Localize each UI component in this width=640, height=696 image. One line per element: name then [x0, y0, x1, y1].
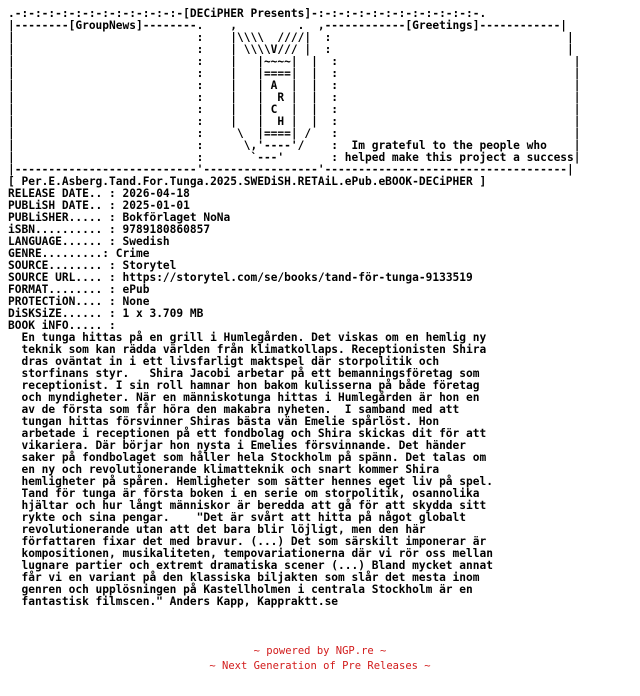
book-info-text: En tunga hittas på en grill i Humlegården. Det viskas om en hemlig ny teknik som kan rädda världen från klimatkollaps. Receptionisten Shira dras oväntat in i ett livsfarligt maktspel där storpolitik och storfinans styr. Shira Jacobi arbetar på ett bemanningsföretag som receptionist. I sin roll hamnar hon bakom kulisserna på både företag och myndigheter. När en människotunga hittas i Humlegården är hon en av de första som får höra den makabra nyheten. I samband med att tungan hittas försvinner Shiras bästa vän Emelie spårlöst. Hon arbetade i receptionen på ett fondbolag och Shira skickas dit för att vikariera. Där börjar hon nysta i Emelies försvinnande. Det händer saker på fondbolaget som håller hela Stockholm på spänn. Det talas om en ny och revolutionerande klimatteknik och snart kommer Shira hemligheter på spåren. Hemligheter som sätter hennes eget liv på spel. Tand för tunga är första boken i en serie om storpolitik, osannolika hjältar och hur långt människor är beredda att gå för att skydda sitt rykte och sina pengar. "Det är svårt att hitta på något globalt revolutionerande utan att det bara blir löjligt, men den här författaren fixar det med bravur. (...) Det som särskilt imponerar är kompositionen, musikaliteten, tempovariationerna där vi rör oss mellan lugnare partier och extremt dramatiska scener (...) Bland mycket annat får vi en variant på den klassiska biljakten som slår det mesta inom genren och upplösningen på Kastellholmen i centrala Stockholm är en fantastisk filmscen." Anders Kapp, Kappraktt.se — [21, 331, 493, 608]
meta-value: Bokförlaget NoNa — [122, 211, 231, 224]
meta-label: FORMAT........ : — [8, 283, 123, 296]
meta-value: Swedish — [122, 235, 170, 248]
meta-label: PROTECTiON.... : — [8, 295, 123, 308]
release-name: [ Per.E.Asberg.Tand.For.Tunga.2025.SWEDiSH.RETAiL.ePub.eBOOK-DECiPHER ] — [8, 175, 487, 188]
meta-label: GENRE.........: — [8, 247, 116, 260]
meta-label: iSBN.......... : — [8, 223, 123, 236]
meta-value: 2025-01-01 — [122, 199, 190, 212]
meta-value: Storytel — [122, 259, 177, 272]
meta-label: SOURCE........ : — [8, 259, 123, 272]
meta-value: 1 x 3.709 MB — [122, 307, 204, 320]
header-ascii-art: .-:-:-:-:-:-:-:-:-:-:-:-:-[DECiPHER Presents]-:-:-:-:-:-:-:-:-:-:-:-:-. |--------[GroupNews]--------. , . ,------------[Greetings]------------| | : |\\\\ ////| : | | : | \\\\V/// | : | | : | |~~~~| | : | | : | |====| | : | | : | | A | | : | | : | | R | | : | | : | | C | | : | | : | | H | | : | | : \ |====| / : | | : \,'----'/ : Im grateful to the people who | | : `---' : helped make this project a success| |---------------------------'-----------------'------------------------------------| — [8, 7, 581, 176]
meta-value: Crime — [115, 247, 150, 260]
meta-label: LANGUAGE...... : — [8, 235, 123, 248]
meta-label: PUBLiSHER..... : — [8, 211, 123, 224]
meta-value: 9789180860857 — [122, 223, 211, 236]
footer-powered-by: ~ powered by NGP.re ~ — [253, 645, 387, 657]
meta-label: DiSKSiZE...... : — [8, 307, 123, 320]
footer — [0, 644, 640, 674]
nfo-document — [8, 8, 581, 608]
meta-value: https://storytel.com/se/books/tand-för-tunga-9133519 — [122, 271, 473, 284]
meta-value: None — [122, 295, 150, 308]
meta-label: SOURCE URL.... : — [8, 271, 123, 284]
meta-label: RELEASE DATE.. : — [8, 187, 123, 200]
meta-value: ePub — [122, 283, 150, 296]
meta-value: 2026-04-18 — [122, 187, 190, 200]
meta-label: PUBLiSH DATE.. : — [8, 199, 123, 212]
footer-tagline: ~ Next Generation of Pre Releases ~ — [209, 660, 431, 672]
meta-label: BOOK iNFO..... : — [8, 319, 123, 332]
